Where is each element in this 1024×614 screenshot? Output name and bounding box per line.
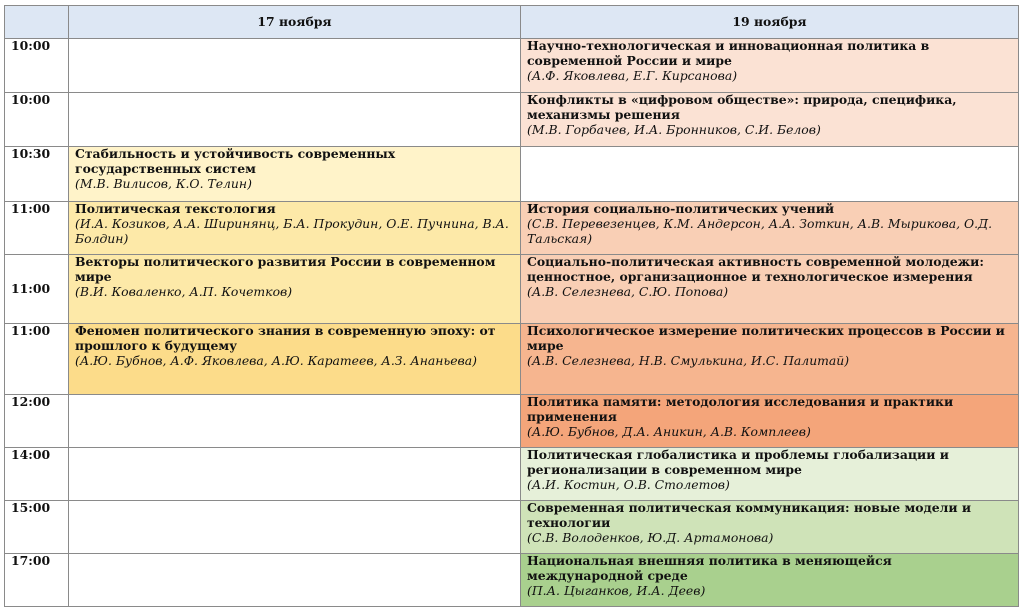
session-authors: (В.И. Коваленко, А.П. Кочетков) (75, 283, 293, 299)
session-authors: (М.В. Горбачев, И.А. Бронников, С.И. Белов) (527, 121, 821, 137)
session-authors: (А.В. Селезнева, С.Ю. Попова) (527, 283, 729, 299)
session-title: Феномен политического знания в современную эпоху: от прошлого к будущему (75, 323, 496, 353)
session-authors: (П.А. Цыганков, И.А. Деев) (527, 582, 706, 598)
time-cell: 10:30 (5, 147, 69, 202)
time-cell: 12:00 (5, 395, 69, 448)
session-title: Национальная внешняя политика в меняющейся международной среде (527, 553, 892, 583)
session-cell (521, 255, 1019, 324)
session-cell (69, 202, 521, 255)
session-empty (69, 448, 521, 501)
header-day-2: 19 ноября (521, 6, 1019, 39)
session-cell (521, 324, 1019, 395)
session-empty (69, 395, 521, 448)
session-authors: (М.В. Вилисов, К.О. Телин) (75, 175, 252, 191)
time-cell: 15:00 (5, 501, 69, 554)
session-authors: (А.В. Селезнева, Н.В. Смулькина, И.С. Палитай) (527, 352, 850, 368)
table-row (5, 93, 1019, 147)
table-row (5, 448, 1019, 501)
header-row (5, 6, 1019, 39)
session-title: История социально-политических учений (527, 201, 835, 216)
session-authors: (А.И. Костин, О.В. Столетов) (527, 476, 730, 492)
session-cell (521, 39, 1019, 93)
session-empty (521, 147, 1019, 202)
session-authors: (С.В. Перевезенцев, К.М. Андерсон, А.А. Зоткин, А.В. Мырикова, О.Д. Тальская) (527, 215, 993, 246)
time-cell: 10:00 (5, 39, 69, 93)
table-row (5, 324, 1019, 395)
session-cell (69, 147, 521, 202)
time-cell: 11:00 (5, 202, 69, 255)
schedule-table (4, 5, 1019, 607)
table-row (5, 39, 1019, 93)
header-corner (5, 6, 69, 39)
session-title: Векторы политического развития России в современном мире (75, 254, 496, 284)
session-authors: (А.Ф. Яковлева, Е.Г. Кирсанова) (527, 67, 738, 83)
session-cell (521, 554, 1019, 607)
session-title: Современная политическая коммуникация: новые модели и технологии (527, 500, 972, 530)
session-empty (69, 93, 521, 147)
session-empty (69, 39, 521, 93)
session-cell (521, 93, 1019, 147)
time-cell: 10:00 (5, 93, 69, 147)
time-cell: 11:00 (5, 324, 69, 395)
session-title: Политическая текстология (75, 201, 276, 216)
session-title: Стабильность и устойчивость современных государственных систем (75, 146, 396, 176)
session-title: Психологическое измерение политических процессов в России и мире (527, 323, 1005, 353)
session-authors: (А.Ю. Бубнов, Д.А. Аникин, А.В. Комплеев) (527, 423, 811, 439)
time-cell: 11:00 (5, 255, 69, 324)
time-cell: 17:00 (5, 554, 69, 607)
header-day-1: 17 ноября (69, 6, 521, 39)
session-empty (69, 554, 521, 607)
session-cell (521, 448, 1019, 501)
time-cell: 14:00 (5, 448, 69, 501)
table-row (5, 501, 1019, 554)
table-row (5, 202, 1019, 255)
session-title: Политика памяти: методология исследования и практики применения (527, 394, 954, 424)
table-row (5, 554, 1019, 607)
table-row (5, 255, 1019, 324)
session-authors: (А.Ю. Бубнов, А.Ф. Яковлева, А.Ю. Каратеев, А.З. Ананьева) (75, 352, 477, 368)
session-cell (69, 255, 521, 324)
session-cell (69, 324, 521, 395)
session-title: Политическая глобалистика и проблемы глобализации и регионализации в современном мире (527, 447, 949, 477)
session-cell (521, 395, 1019, 448)
session-empty (69, 501, 521, 554)
session-title: Научно-технологическая и инновационная политика в современной России и мире (527, 38, 930, 68)
table-row (5, 395, 1019, 448)
session-title: Конфликты в «цифровом обществе»: природа, специфика, механизмы решения (527, 92, 957, 122)
session-cell (521, 202, 1019, 255)
table-row (5, 147, 1019, 202)
session-authors: (И.А. Козиков, А.А. Ширинянц, Б.А. Прокудин, О.Е. Пучнина, В.А. Болдин) (75, 215, 509, 246)
session-authors: (С.В. Володенков, Ю.Д. Артамонова) (527, 529, 774, 545)
session-title: Социально-политическая активность современной молодежи: ценностное, организационное и технологическое измерения (527, 254, 984, 284)
session-cell (521, 501, 1019, 554)
